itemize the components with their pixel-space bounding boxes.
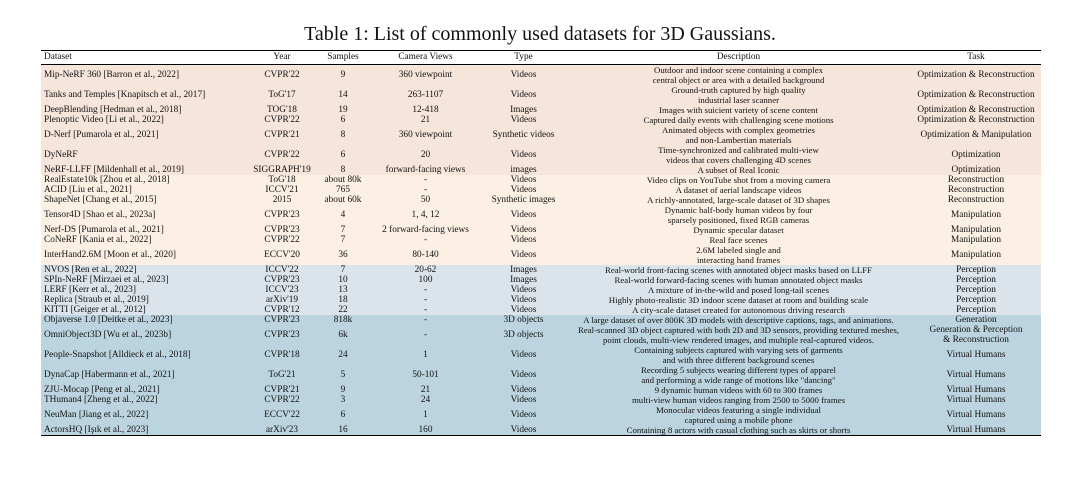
cell-description xyxy=(566,175,911,185)
cell-task xyxy=(911,425,1041,436)
cell-samples: 36 xyxy=(316,245,370,265)
cell-task xyxy=(911,345,1041,365)
cell-description-line: Animated objects with complex geometries xyxy=(662,125,815,135)
cell-description-line: and non-Lambertian materials xyxy=(685,135,792,145)
cell-year: CVPR'21 xyxy=(248,125,316,145)
cell-camera-views: 100 xyxy=(370,275,481,285)
cell-camera-views: 24 xyxy=(370,395,481,405)
cell-samples: 818k xyxy=(316,315,370,325)
cell-samples: 6 xyxy=(316,145,370,165)
cell-task-line: Virtual Humans xyxy=(946,370,1006,380)
cell-type: Videos xyxy=(481,245,566,265)
cell-description-line: A dataset of aerial landscape videos xyxy=(675,185,802,195)
cell-dataset: ShapeNet [Chang et al., 2015] xyxy=(41,195,248,205)
cell-dataset: OmniObject3D [Wu et al., 2023b] xyxy=(41,325,248,345)
cell-samples: 6 xyxy=(316,405,370,425)
cell-dataset: Replica [Straub et al., 2019] xyxy=(41,295,248,305)
cell-description xyxy=(566,105,911,115)
cell-camera-views: 21 xyxy=(370,385,481,395)
cell-dataset: CoNeRF [Kania et al., 2022] xyxy=(41,235,248,245)
cell-year: CVPR'23 xyxy=(248,315,316,325)
cell-camera-views: 21 xyxy=(370,115,481,125)
cell-description-line: and performing a wide range of motions like "dancing" xyxy=(641,375,836,385)
header-year: Year xyxy=(248,51,316,65)
cell-camera-views: 20 xyxy=(370,145,481,165)
table-row xyxy=(41,195,1041,205)
cell-type: Images xyxy=(481,275,566,285)
cell-type: Videos xyxy=(481,185,566,195)
cell-year: ICCV'21 xyxy=(248,185,316,195)
cell-description-line: Outdoor and indoor scene containing a complex xyxy=(653,65,824,75)
cell-description xyxy=(566,165,911,175)
cell-camera-views: forward-facing views xyxy=(370,165,481,175)
cell-dataset: InterHand2.6M [Moon et al., 2020] xyxy=(41,245,248,265)
cell-task xyxy=(911,225,1041,235)
table-row xyxy=(41,165,1041,175)
cell-type: Videos xyxy=(481,205,566,225)
cell-description-line: Time-synchronized and calibrated multi-view xyxy=(658,145,819,155)
cell-camera-views: 2 forward-facing views xyxy=(370,225,481,235)
table-header-row xyxy=(41,51,1041,65)
cell-type: Videos xyxy=(481,365,566,385)
cell-year: CVPR'18 xyxy=(248,345,316,365)
cell-year: CVPR'23 xyxy=(248,225,316,235)
cell-task-line: Virtual Humans xyxy=(946,385,1006,395)
cell-year: CVPR'12 xyxy=(248,305,316,315)
cell-task xyxy=(911,385,1041,395)
cell-year: CVPR'23 xyxy=(248,325,316,345)
cell-description-line: Real face scenes xyxy=(709,235,768,245)
cell-task-line: Optimization & Reconstruction xyxy=(917,90,1035,100)
cell-year: ToG'21 xyxy=(248,365,316,385)
cell-description xyxy=(566,285,911,295)
cell-year: CVPR'22 xyxy=(248,395,316,405)
table-row xyxy=(41,145,1041,165)
cell-camera-views: 50 xyxy=(370,195,481,205)
cell-task-line: Optimization & Reconstruction xyxy=(917,105,1035,115)
table-row xyxy=(41,305,1041,315)
cell-task-line: Perception xyxy=(956,275,996,285)
cell-description-line: interacting hand frames xyxy=(696,255,781,265)
cell-type: Videos xyxy=(481,425,566,436)
cell-year: CVPR'23 xyxy=(248,275,316,285)
cell-description-line: A large dataset of over 800K 3D models with descriptive captions, tags, and animations. xyxy=(583,315,894,325)
cell-task xyxy=(911,325,1041,345)
cell-year: CVPR'22 xyxy=(248,115,316,125)
table-row xyxy=(41,265,1041,275)
cell-task xyxy=(911,195,1041,205)
cell-description-line: Real-world forward-facing scenes with human annotated object masks xyxy=(614,275,863,285)
table-row xyxy=(41,175,1041,185)
table-row xyxy=(41,225,1041,235)
cell-task xyxy=(911,245,1041,265)
cell-description-line: Captured daily events with challenging scene motions xyxy=(643,115,834,125)
cell-year: ToG'18 xyxy=(248,175,316,185)
cell-description-line: captured using a mobile phone xyxy=(684,415,793,425)
cell-description-line: and with three different background scenes xyxy=(662,355,815,365)
cell-task-line: Optimization xyxy=(951,150,1001,160)
cell-description-line: Dynamic specular dataset xyxy=(693,225,784,235)
cell-dataset: RealEstate10k [Zhou et al., 2018] xyxy=(41,175,248,185)
cell-description xyxy=(566,65,911,86)
cell-samples: 22 xyxy=(316,305,370,315)
cell-samples: about 60k xyxy=(316,195,370,205)
cell-samples: 8 xyxy=(316,165,370,175)
cell-description-line: Ground-truth captured by high quality xyxy=(671,85,806,95)
cell-samples: 4 xyxy=(316,205,370,225)
cell-description xyxy=(566,365,911,385)
cell-task-line: Reconstruction xyxy=(947,175,1005,185)
cell-camera-views: - xyxy=(370,325,481,345)
cell-task xyxy=(911,125,1041,145)
cell-description-line: Highly photo-realistic 3D indoor scene dataset at room and building scale xyxy=(608,295,869,305)
table-row xyxy=(41,315,1041,325)
cell-type: Videos xyxy=(481,115,566,125)
cell-description xyxy=(566,235,911,245)
cell-task-line: Optimization & Manipulation xyxy=(920,130,1032,140)
cell-task xyxy=(911,275,1041,285)
cell-samples: 16 xyxy=(316,425,370,436)
cell-task-line: Virtual Humans xyxy=(946,395,1006,405)
table-row xyxy=(41,385,1041,395)
header-dataset: Dataset xyxy=(41,51,248,65)
cell-samples: 13 xyxy=(316,285,370,295)
cell-type: Images xyxy=(481,265,566,275)
cell-camera-views: - xyxy=(370,285,481,295)
cell-task xyxy=(911,305,1041,315)
cell-samples: 24 xyxy=(316,345,370,365)
cell-dataset: Objaverse 1.0 [Deitke et al., 2023] xyxy=(41,315,248,325)
table-row xyxy=(41,235,1041,245)
cell-camera-views: - xyxy=(370,305,481,315)
cell-dataset: NVOS [Ren et al., 2022] xyxy=(41,265,248,275)
cell-description xyxy=(566,385,911,395)
cell-task xyxy=(911,205,1041,225)
cell-dataset: KITTI [Geiger et al., 2012] xyxy=(41,305,248,315)
cell-type: Videos xyxy=(481,145,566,165)
cell-dataset: Tensor4D [Shao et al., 2023a] xyxy=(41,205,248,225)
cell-samples: 3 xyxy=(316,395,370,405)
table-row xyxy=(41,405,1041,425)
cell-year: CVPR'22 xyxy=(248,235,316,245)
table-caption: Table 1: List of commonly used datasets for 3D Gaussians. xyxy=(304,23,776,45)
cell-description-line: A mixture of in-the-wild and posed long-tail scenes xyxy=(647,285,830,295)
cell-year: ECCV'20 xyxy=(248,245,316,265)
cell-description-line: Monocular videos featuring a single individual xyxy=(656,405,821,415)
cell-samples: 6k xyxy=(316,325,370,345)
cell-description xyxy=(566,115,911,125)
cell-type: images xyxy=(481,165,566,175)
cell-task-line: Perception xyxy=(956,285,996,295)
cell-dataset: NeuMan [Jiang et al., 2022] xyxy=(41,405,248,425)
cell-samples: 14 xyxy=(316,85,370,105)
cell-task xyxy=(911,295,1041,305)
cell-dataset: ACID [Liu et al., 2021] xyxy=(41,185,248,195)
table-row xyxy=(41,65,1041,86)
cell-task-line: Reconstruction xyxy=(947,195,1005,205)
cell-description xyxy=(566,265,911,275)
cell-camera-views: - xyxy=(370,175,481,185)
cell-description-line: Real-world front-facing scenes with annotated object masks based on LLFF xyxy=(604,265,872,275)
cell-samples: 19 xyxy=(316,105,370,115)
cell-task-line: & Reconstruction xyxy=(943,335,1009,345)
cell-task xyxy=(911,285,1041,295)
cell-type: Videos xyxy=(481,345,566,365)
cell-year: CVPR'23 xyxy=(248,205,316,225)
cell-year: SIGGRAPH'19 xyxy=(248,165,316,175)
cell-task xyxy=(911,65,1041,86)
cell-dataset: Tanks and Temples [Knapitsch et al., 2017] xyxy=(41,85,248,105)
table-row xyxy=(41,365,1041,385)
cell-camera-views: 160 xyxy=(370,425,481,436)
cell-task xyxy=(911,175,1041,185)
cell-description xyxy=(566,125,911,145)
cell-task xyxy=(911,85,1041,105)
cell-samples: 8 xyxy=(316,125,370,145)
cell-camera-views: 360 viewpoint xyxy=(370,125,481,145)
cell-description-line: Images with suicient variety of scene content xyxy=(659,105,818,115)
cell-dataset: DyNeRF xyxy=(41,145,248,165)
cell-description xyxy=(566,275,911,285)
table-row xyxy=(41,105,1041,115)
cell-year: ECCV'22 xyxy=(248,405,316,425)
cell-task xyxy=(911,165,1041,175)
cell-task-line: Generation xyxy=(955,315,997,325)
cell-task xyxy=(911,265,1041,275)
header-samples: Samples xyxy=(316,51,370,65)
cell-samples: 765 xyxy=(316,185,370,195)
cell-dataset: Nerf-DS [Pumarola et al., 2021] xyxy=(41,225,248,235)
header-task: Task xyxy=(911,51,1041,65)
cell-samples: 5 xyxy=(316,365,370,385)
cell-task-line: Virtual Humans xyxy=(946,425,1006,435)
cell-samples: 10 xyxy=(316,275,370,285)
cell-description xyxy=(566,145,911,165)
cell-samples: 9 xyxy=(316,65,370,86)
cell-description-line: central object or area with a detailed background xyxy=(652,75,825,85)
cell-description xyxy=(566,185,911,195)
header-type: Type xyxy=(481,51,566,65)
table-row xyxy=(41,125,1041,145)
cell-year: ICCV'23 xyxy=(248,285,316,295)
cell-description-line: A subset of Real Iconic xyxy=(697,165,780,175)
table-row xyxy=(41,85,1041,105)
cell-camera-views: 1 xyxy=(370,345,481,365)
cell-type: Videos xyxy=(481,305,566,315)
table-body xyxy=(41,65,1041,436)
cell-description-line: 9 dynamic human videos with 60 to 300 frames xyxy=(654,385,823,395)
datasets-table xyxy=(41,50,1041,436)
cell-description-line: point clouds, multi-view rendered images, and multiple real-captured videos. xyxy=(603,335,874,345)
cell-description-line: Video clips on YouTube shot from a moving camera xyxy=(646,175,831,185)
cell-task xyxy=(911,235,1041,245)
cell-year: CVPR'21 xyxy=(248,385,316,395)
cell-task-line: Optimization & Reconstruction xyxy=(917,115,1035,125)
cell-type: Videos xyxy=(481,285,566,295)
cell-task xyxy=(911,405,1041,425)
cell-type: Videos xyxy=(481,405,566,425)
cell-camera-views: - xyxy=(370,235,481,245)
cell-description xyxy=(566,425,911,436)
cell-camera-views: 50-101 xyxy=(370,365,481,385)
header-camera-views: Camera Views xyxy=(370,51,481,65)
cell-camera-views: - xyxy=(370,295,481,305)
cell-description-line: Containing 8 actors with casual clothing such as skirts or shorts xyxy=(626,425,851,435)
cell-description xyxy=(566,315,911,325)
cell-samples: 7 xyxy=(316,225,370,235)
cell-camera-views: 12-418 xyxy=(370,105,481,115)
cell-type: Synthetic images xyxy=(481,195,566,205)
cell-year: CVPR'22 xyxy=(248,65,316,86)
cell-dataset: People-Snapshot [Alldieck et al., 2018] xyxy=(41,345,248,365)
cell-year: ToG'17 xyxy=(248,85,316,105)
cell-type: 3D objects xyxy=(481,315,566,325)
cell-type: Videos xyxy=(481,85,566,105)
cell-description-line: sparsely positioned, fixed RGB cameras xyxy=(667,215,810,225)
cell-task xyxy=(911,185,1041,195)
table-row xyxy=(41,345,1041,365)
cell-samples: 7 xyxy=(316,235,370,245)
cell-task-line: Virtual Humans xyxy=(946,410,1006,420)
cell-type: Videos xyxy=(481,235,566,245)
cell-description-line: Real-scanned 3D object captured with both 2D and 3D sensors, providing textured meshes, xyxy=(577,325,899,335)
cell-task-line: Manipulation xyxy=(950,225,1002,235)
header-description: Description xyxy=(566,51,911,65)
cell-task xyxy=(911,145,1041,165)
cell-task xyxy=(911,115,1041,125)
cell-description-line: A city-scale dataset created for autonomous driving research xyxy=(632,305,845,315)
cell-description xyxy=(566,395,911,405)
cell-dataset: NeRF-LLFF [Mildenhall et al., 2019] xyxy=(41,165,248,175)
cell-description-line: 2.6M labeled single and xyxy=(696,245,781,255)
cell-task-line: Perception xyxy=(956,305,996,315)
cell-task-line: Manipulation xyxy=(950,235,1002,245)
cell-year: arXiv'23 xyxy=(248,425,316,436)
cell-dataset: LERF [Kerr et al., 2023] xyxy=(41,285,248,295)
cell-year: 2015 xyxy=(248,195,316,205)
cell-task-line: Perception xyxy=(956,265,996,275)
table-row xyxy=(41,395,1041,405)
cell-dataset: D-Nerf [Pumarola et al., 2021] xyxy=(41,125,248,145)
table-row xyxy=(41,245,1041,265)
cell-type: 3D objects xyxy=(481,325,566,345)
cell-task-line: Manipulation xyxy=(950,210,1002,220)
cell-description xyxy=(566,205,911,225)
cell-dataset: Mip-NeRF 360 [Barron et al., 2022] xyxy=(41,65,248,86)
cell-type: Synthetic videos xyxy=(481,125,566,145)
cell-task xyxy=(911,315,1041,325)
cell-type: Images xyxy=(481,105,566,115)
cell-description xyxy=(566,225,911,235)
cell-description-line: Dynamic half-body human videos by four xyxy=(664,205,813,215)
cell-task xyxy=(911,105,1041,115)
cell-year: CVPR'22 xyxy=(248,145,316,165)
cell-description xyxy=(566,295,911,305)
cell-task xyxy=(911,395,1041,405)
cell-description xyxy=(566,85,911,105)
cell-task xyxy=(911,365,1041,385)
cell-camera-views: - xyxy=(370,315,481,325)
cell-samples: 6 xyxy=(316,115,370,125)
cell-samples: 9 xyxy=(316,385,370,395)
cell-camera-views: 263-1107 xyxy=(370,85,481,105)
cell-samples: 7 xyxy=(316,265,370,275)
table-row xyxy=(41,115,1041,125)
cell-description-line: Containing subjects captured with varying sets of garments xyxy=(634,345,843,355)
cell-year: arXiv'19 xyxy=(248,295,316,305)
cell-task-line: Virtual Humans xyxy=(946,350,1006,360)
table-row xyxy=(41,295,1041,305)
cell-camera-views: 80-140 xyxy=(370,245,481,265)
table-row xyxy=(41,185,1041,195)
cell-dataset: Plenoptic Video [Li et al., 2022] xyxy=(41,115,248,125)
cell-year: ICCV'22 xyxy=(248,265,316,275)
table-row xyxy=(41,425,1041,436)
cell-description xyxy=(566,405,911,425)
cell-camera-views: 1 xyxy=(370,405,481,425)
cell-samples: about 80k xyxy=(316,175,370,185)
cell-description-line: multi-view human videos ranging from 2500 to 5000 frames xyxy=(631,395,846,405)
cell-type: Videos xyxy=(481,225,566,235)
cell-type: Videos xyxy=(481,65,566,86)
cell-description-line: videos that covers challenging 4D scenes xyxy=(666,155,811,165)
cell-task-line: Optimization xyxy=(951,165,1001,175)
table-row xyxy=(41,325,1041,345)
cell-samples: 18 xyxy=(316,295,370,305)
cell-camera-views: - xyxy=(370,185,481,195)
cell-description xyxy=(566,245,911,265)
cell-type: Videos xyxy=(481,395,566,405)
cell-task-line: Reconstruction xyxy=(947,185,1005,195)
table-row xyxy=(41,285,1041,295)
cell-task-line: Generation & Perception xyxy=(929,325,1023,335)
cell-description-line: Recording 5 subjects wearing different types of apparel xyxy=(640,365,836,375)
cell-camera-views: 1, 4, 12 xyxy=(370,205,481,225)
cell-camera-views: 20-62 xyxy=(370,265,481,275)
cell-description xyxy=(566,345,911,365)
cell-dataset: SPIn-NeRF [Mirzaei et al., 2023] xyxy=(41,275,248,285)
cell-task-line: Perception xyxy=(956,295,996,305)
cell-description xyxy=(566,195,911,205)
table-row xyxy=(41,205,1041,225)
cell-description-line: A richly-annotated, large-scale dataset of 3D shapes xyxy=(647,195,830,205)
table-row xyxy=(41,275,1041,285)
cell-dataset: DeepBlending [Hedman et al., 2018] xyxy=(41,105,248,115)
cell-description-line: industrial laser scanner xyxy=(697,95,780,105)
cell-type: Videos xyxy=(481,295,566,305)
cell-task-line: Manipulation xyxy=(950,250,1002,260)
cell-description xyxy=(566,325,911,345)
cell-dataset: ActorsHQ [Işık et al., 2023] xyxy=(41,425,248,436)
cell-camera-views: 360 viewpoint xyxy=(370,65,481,86)
cell-task-line: Optimization & Reconstruction xyxy=(917,70,1035,80)
cell-type: Videos xyxy=(481,175,566,185)
cell-description xyxy=(566,305,911,315)
cell-type: Videos xyxy=(481,385,566,395)
cell-dataset: DynaCap [Habermann et al., 2021] xyxy=(41,365,248,385)
cell-dataset: THuman4 [Zheng et al., 2022] xyxy=(41,395,248,405)
cell-dataset: ZJU-Mocap [Peng et al., 2021] xyxy=(41,385,248,395)
cell-year: TOG'18 xyxy=(248,105,316,115)
